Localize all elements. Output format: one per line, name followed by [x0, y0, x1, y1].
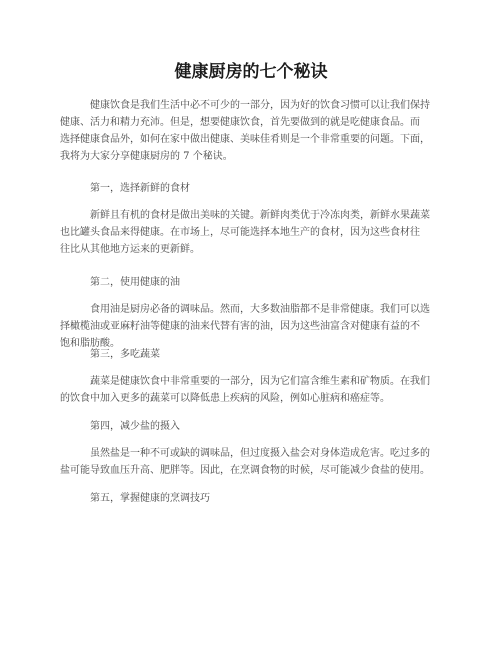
section-paragraph [60, 445, 442, 479]
section-heading: 第二，使用健康的油 [90, 277, 180, 288]
paragraph-line: 饱和脂肪酸。 [60, 338, 120, 349]
paragraph-line: 新鲜且有机的食材是做出美味的关键。新鲜肉类优于冷冻肉类，新鲜水果蔬菜 [90, 210, 430, 221]
section-heading: 第四，减少盐的摄入 [90, 421, 180, 432]
paragraph-line: 也比罐头食品来得健康。在市场上，尽可能选择本地生产的食材，因为这些食材往 [60, 227, 420, 238]
paragraph-line: 盐可能导致血压升高、肥胖等。因此，在烹调食物的时候，尽可能减少食盐的使用。 [60, 465, 430, 476]
section-paragraph [60, 373, 442, 407]
paragraph-line: 的饮食中加入更多的蔬菜可以降低患上疾病的风险，例如心脏病和癌症等。 [60, 393, 390, 404]
paragraph-line: 健康、活力和精力充沛。但是，想要健康饮食，首先要做到的就是吃健康食品。而 [60, 117, 420, 128]
paragraph-line: 健康饮食是我们生活中必不可少的一部分，因为好的饮食习惯可以让我们保持 [90, 100, 430, 111]
paragraph-line: 蔬菜是健康饮食中非常重要的一部分，因为它们富含维生素和矿物质。在我们 [90, 376, 430, 387]
paragraph-line: 我将为大家分享健康厨房的 7 个秘诀。 [60, 151, 233, 162]
section-heading: 第三，多吃蔬菜 [90, 349, 160, 360]
paragraph-line: 选择健康食品外，如何在家中做出健康、美味佳肴则是一个非常重要的问题。下面， [60, 134, 430, 145]
section-paragraph [60, 301, 442, 352]
section-heading: 第五，掌握健康的烹调技巧 [90, 493, 210, 504]
paragraph-line: 择橄榄油或亚麻籽油等健康的油来代替有害的油，因为这些油富含对健康有益的不 [60, 321, 420, 332]
intro-paragraph [60, 97, 442, 165]
paragraph-line: 虽然盐是一种不可或缺的调味品，但过度摄入盐会对身体造成危害。吃过多的 [90, 448, 430, 459]
document-title: 健康厨房的七个秘诀 [174, 62, 328, 82]
section-heading: 第一，选择新鲜的食材 [90, 183, 190, 194]
section-paragraph [60, 207, 442, 258]
paragraph-line: 食用油是厨房必备的调味品。然而，大多数油脂都不是非常健康。我们可以选 [90, 304, 430, 315]
paragraph-line: 往比从其他地方运来的更新鲜。 [60, 244, 200, 255]
